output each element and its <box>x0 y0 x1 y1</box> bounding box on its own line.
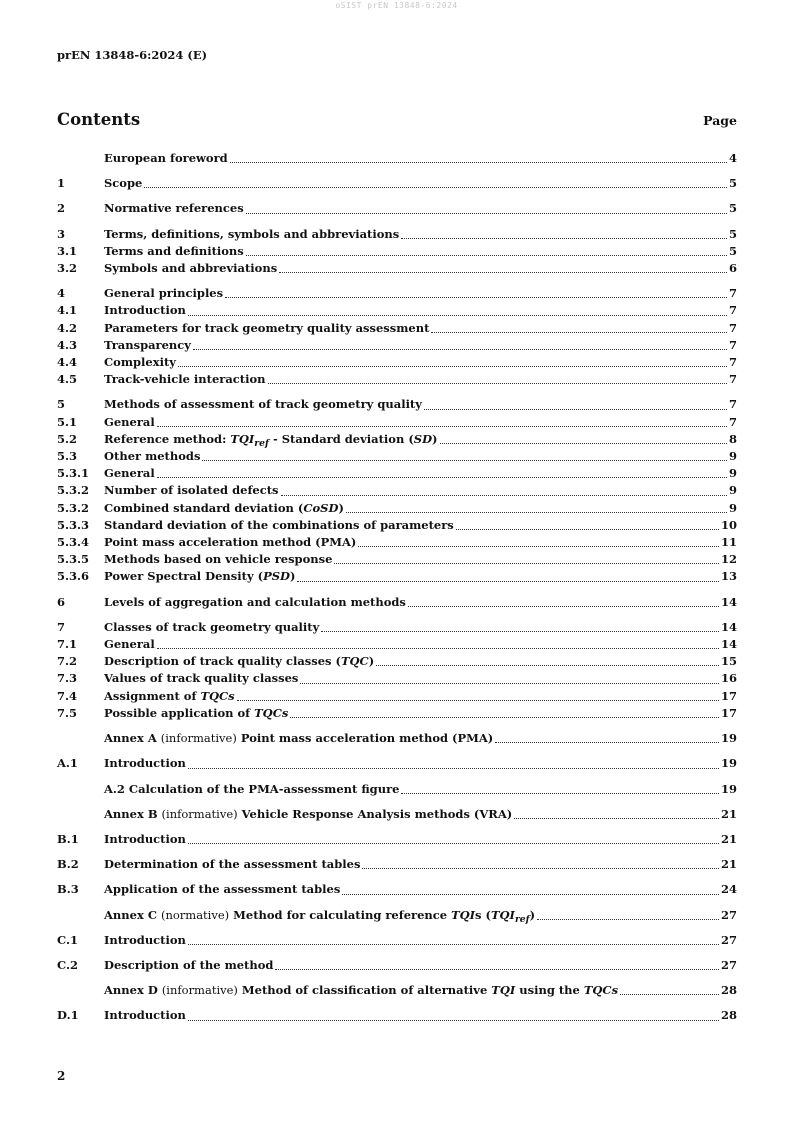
toc-entry-page: 9 <box>728 483 737 498</box>
toc-entry-title <box>104 414 155 431</box>
toc-entry-title <box>104 881 340 898</box>
toc-entry[interactable] <box>57 200 737 217</box>
toc-entry[interactable] <box>57 670 737 687</box>
toc-entry-title <box>104 302 186 319</box>
toc-entry[interactable] <box>57 856 737 873</box>
toc-entry-number: D.1 <box>57 1008 79 1023</box>
toc-entry-title-segment: Values of track quality classes <box>104 671 299 686</box>
toc-entry-page: 27 <box>720 907 737 922</box>
toc-dot-leader <box>279 271 727 273</box>
toc-entry-title-segment: SD <box>413 431 433 446</box>
toc-entry-title-segment: (normative) <box>160 907 230 922</box>
toc-title: Contents <box>57 110 141 129</box>
toc-entry-title-segment: Power Spectral Density ( <box>104 569 264 584</box>
toc-dot-leader <box>144 186 727 188</box>
toc-entry-page: 21 <box>720 806 737 821</box>
toc-entry-title <box>104 688 235 705</box>
toc-entry-title-segment: Introduction <box>104 831 186 846</box>
toc-entry-page: 7 <box>728 355 737 370</box>
toc-entry-title <box>104 465 155 482</box>
toc-entry[interactable] <box>57 431 737 448</box>
toc-entry-page: 27 <box>720 932 737 947</box>
toc-entry-number: 5.3 <box>57 449 78 464</box>
toc-entry-title <box>104 320 429 337</box>
toc-entry-page: 14 <box>720 594 737 609</box>
toc-entry-title <box>104 243 244 260</box>
toc-entry-title <box>104 594 406 611</box>
toc-entry-number: 4.4 <box>57 355 78 370</box>
toc-entry[interactable] <box>57 500 737 517</box>
toc-entry-title-segment: s ( <box>475 907 491 922</box>
toc-entry[interactable] <box>57 465 737 482</box>
toc-entry-number: 4.2 <box>57 320 78 335</box>
toc-entry-page: 15 <box>720 654 737 669</box>
toc-entry-title-segment: Annex C <box>104 907 161 922</box>
toc-entry-number: 7.4 <box>57 688 78 703</box>
toc-entry-number: 7.5 <box>57 705 78 720</box>
toc-entry-page: 19 <box>720 731 737 746</box>
toc-entry-title-segment: TQC <box>340 654 369 669</box>
toc-dot-leader <box>290 716 719 718</box>
toc-entry-title-segment: ref <box>514 913 530 925</box>
toc-entry-title <box>104 371 266 388</box>
toc-entry-title <box>104 285 223 302</box>
toc-entry-number: 5 <box>57 397 66 412</box>
toc-entry-title-segment: A.2 Calculation of the PMA-assessment figure <box>104 781 400 796</box>
toc-entry-number: 7.1 <box>57 637 78 652</box>
toc-entry-number: B.1 <box>57 831 79 846</box>
toc-entry-number: C.2 <box>57 957 78 972</box>
toc-entry-page: 7 <box>728 320 737 335</box>
toc-entry-page: 28 <box>720 1008 737 1023</box>
toc-entry-page: 17 <box>720 705 737 720</box>
toc-entry[interactable] <box>57 636 737 653</box>
toc-entry-title <box>104 500 344 517</box>
toc-entry-title <box>104 907 535 924</box>
toc-entry-title-segment: Track-vehicle interaction <box>104 372 266 387</box>
toc-entry-number: B.2 <box>57 857 79 872</box>
toc-entry-title-segment: - Standard deviation ( <box>268 431 414 446</box>
toc-entry[interactable] <box>57 907 737 924</box>
toc-entry-title <box>104 226 399 243</box>
watermark: oSIST prEN 13848-6:2024 <box>335 1 458 10</box>
toc-entry-number: 5.2 <box>57 431 78 446</box>
toc-entry-title-segment: PSD <box>263 569 291 584</box>
table-of-contents <box>57 150 737 1025</box>
toc-entry[interactable] <box>57 730 737 747</box>
toc-entry-page: 12 <box>720 552 737 567</box>
toc-entry-title <box>104 551 332 568</box>
toc-entry-title <box>104 150 228 167</box>
toc-dot-leader <box>321 630 719 632</box>
toc-entry-page: 7 <box>728 414 737 429</box>
toc-dot-leader <box>537 918 719 920</box>
toc-dot-leader <box>246 254 727 256</box>
toc-entry-number: 4.3 <box>57 337 78 352</box>
toc-entry-title-segment: Symbols and abbreviations <box>104 261 278 276</box>
toc-entry-page: 21 <box>720 857 737 872</box>
toc-entry[interactable] <box>57 957 737 974</box>
toc-entry-title-segment: General <box>104 414 155 429</box>
toc-entry-page: 5 <box>728 176 737 191</box>
toc-entry-title-segment: Scope <box>104 176 143 191</box>
toc-entry-page: 9 <box>728 449 737 464</box>
toc-dot-leader <box>456 528 719 530</box>
toc-dot-leader <box>193 348 727 350</box>
toc-entry[interactable] <box>57 226 737 243</box>
toc-entry[interactable] <box>57 302 737 319</box>
toc-entry-number: 5.3.6 <box>57 569 90 584</box>
toc-entry-page: 24 <box>720 882 737 897</box>
toc-entry-title-segment: Annex D <box>104 983 162 998</box>
toc-entry-title <box>104 982 618 999</box>
toc-dot-leader <box>275 968 719 970</box>
toc-entry-title-segment: Description of track quality classes ( <box>104 654 341 669</box>
toc-entry-number: 3.2 <box>57 261 78 276</box>
toc-entry[interactable] <box>57 932 737 949</box>
toc-entry-title <box>104 653 374 670</box>
toc-entry-title-segment: General <box>104 637 155 652</box>
toc-entry-page: 16 <box>720 671 737 686</box>
toc-entry-page: 7 <box>728 286 737 301</box>
toc-entry-title-segment: TQI <box>230 431 255 446</box>
toc-entry[interactable] <box>57 619 737 636</box>
toc-entry-page: 6 <box>728 261 737 276</box>
toc-entry-page: 19 <box>720 756 737 771</box>
toc-entry-title-segment: Normative references <box>104 201 244 216</box>
toc-entry-title-segment: ) <box>290 569 296 584</box>
toc-entry-title-segment: Levels of aggregation and calculation methods <box>104 594 406 609</box>
toc-entry-title-segment: Vehicle Response Analysis methods (VRA) <box>237 806 513 821</box>
toc-entry-title-segment: ref <box>254 437 269 449</box>
toc-entry-title-segment: (informative) <box>160 731 237 746</box>
toc-entry-number: 7 <box>57 619 66 634</box>
toc-entry-title-segment: Combined standard deviation ( <box>104 500 304 515</box>
toc-entry[interactable] <box>57 337 737 354</box>
toc-entry-title <box>104 260 277 277</box>
toc-entry-title-segment: General principles <box>104 286 224 301</box>
toc-entry[interactable] <box>57 175 737 192</box>
toc-dot-leader <box>157 647 719 649</box>
toc-heading <box>57 110 737 129</box>
toc-entry-title <box>104 957 273 974</box>
toc-entry-title-segment: Terms and definitions <box>104 243 244 258</box>
toc-entry[interactable] <box>57 653 737 670</box>
toc-entry-title-segment: General <box>104 466 155 481</box>
toc-entry-title <box>104 568 295 585</box>
toc-entry-page: 5 <box>728 243 737 258</box>
toc-dot-leader <box>401 792 719 794</box>
toc-entry[interactable] <box>57 881 737 898</box>
toc-dot-leader <box>424 408 727 410</box>
page-number: 2 <box>57 1069 66 1083</box>
toc-dot-leader <box>157 425 727 427</box>
toc-entry-page: 7 <box>728 303 737 318</box>
toc-entry-number: 7.3 <box>57 671 78 686</box>
toc-entry-title-segment: Complexity <box>104 355 176 370</box>
toc-entry-title-segment: Point mass acceleration method (PMA) <box>236 731 494 746</box>
toc-entry-number: 2 <box>57 201 66 216</box>
toc-dot-leader <box>188 314 727 316</box>
toc-entry-number: 3 <box>57 226 66 241</box>
toc-entry[interactable] <box>57 1007 737 1024</box>
toc-entry-page: 14 <box>720 619 737 634</box>
toc-entry-title <box>104 670 298 687</box>
toc-entry-page: 7 <box>728 397 737 412</box>
toc-dot-leader <box>237 699 719 701</box>
toc-entry-title-segment: Methods based on vehicle response <box>104 552 333 567</box>
toc-entry-title-segment: Point mass acceleration method (PMA) <box>104 535 357 550</box>
toc-entry-number: 5.3.2 <box>57 500 90 515</box>
toc-dot-leader <box>346 511 727 513</box>
toc-entry[interactable] <box>57 243 737 260</box>
toc-dot-leader <box>408 605 719 607</box>
toc-entry-title-segment: TQI <box>490 907 515 922</box>
toc-entry-title <box>104 482 279 499</box>
toc-entry-number: 5.3.1 <box>57 466 90 481</box>
toc-entry-title-segment: Methods of assessment of track geometry quality <box>104 397 422 412</box>
toc-entry-title <box>104 200 244 217</box>
toc-entry-title-segment: Introduction <box>104 756 186 771</box>
toc-entry-number: A.1 <box>57 756 78 771</box>
toc-entry-title <box>104 755 186 772</box>
toc-entry-title-segment: using the <box>515 983 584 998</box>
toc-entry-title <box>104 831 186 848</box>
toc-dot-leader <box>440 442 727 444</box>
toc-entry-title-segment: Introduction <box>104 1008 186 1023</box>
toc-entry-number: 3.1 <box>57 243 78 258</box>
toc-entry-title-segment: Classes of track geometry quality <box>104 619 320 634</box>
toc-entry-page: 7 <box>728 372 737 387</box>
toc-dot-leader <box>334 562 719 564</box>
toc-entry-number: 4.5 <box>57 372 78 387</box>
toc-entry-page: 14 <box>720 637 737 652</box>
toc-entry-page: 9 <box>728 466 737 481</box>
toc-entry[interactable] <box>57 705 737 722</box>
toc-entry-title <box>104 619 319 636</box>
toc-entry-title-segment: Parameters for track geometry quality assessment <box>104 320 430 335</box>
toc-entry-title <box>104 705 288 722</box>
toc-entry-title-segment: Method for calculating reference <box>229 907 452 922</box>
toc-entry-number: 5.3.4 <box>57 535 90 550</box>
toc-dot-leader <box>358 545 719 547</box>
toc-entry-title-segment: TQI <box>451 907 476 922</box>
toc-dot-leader <box>268 382 727 384</box>
toc-entry-title-segment: TQCs <box>200 688 235 703</box>
toc-entry-title-segment: Transparency <box>104 337 191 352</box>
toc-entry-title <box>104 534 356 551</box>
toc-entry-page: 13 <box>720 569 737 584</box>
toc-entry-title-segment: European foreword <box>104 151 228 165</box>
toc-entry-title-segment: Introduction <box>104 932 186 947</box>
toc-entry-number: 5.3.5 <box>57 552 90 567</box>
toc-entry[interactable] <box>57 414 737 431</box>
toc-dot-leader <box>157 476 727 478</box>
toc-entry-title-segment: TQCs <box>254 705 289 720</box>
toc-entry-number: 7.2 <box>57 654 78 669</box>
toc-dot-leader <box>230 161 727 163</box>
toc-dot-leader <box>281 494 727 496</box>
toc-entry-page: 21 <box>720 831 737 846</box>
toc-dot-leader <box>431 331 727 333</box>
toc-entry[interactable] <box>57 806 737 823</box>
toc-entry-title-segment: TQI <box>491 983 516 998</box>
toc-entry[interactable] <box>57 551 737 568</box>
toc-entry-title-segment: ) <box>529 907 536 922</box>
toc-entry-page: 28 <box>720 983 737 998</box>
toc-entry-title <box>104 781 399 798</box>
toc-entry-number: 5.3.2 <box>57 483 90 498</box>
toc-entry-page: 4 <box>728 151 737 165</box>
toc-entry[interactable] <box>57 285 737 302</box>
toc-entry[interactable] <box>57 594 737 611</box>
toc-entry[interactable] <box>57 517 737 534</box>
toc-entry-page: 10 <box>720 517 737 532</box>
toc-entry-title-segment: Method of classification of alternative <box>237 983 492 998</box>
toc-dot-leader <box>376 664 719 666</box>
toc-entry-number: 4 <box>57 286 66 301</box>
toc-entry-page: 19 <box>720 781 737 796</box>
toc-entry-title-segment: TQCs <box>583 983 619 998</box>
toc-entry-title-segment: ) <box>368 654 375 669</box>
toc-entry-title <box>104 806 512 823</box>
toc-entry[interactable] <box>57 755 737 772</box>
toc-entry-title <box>104 431 438 448</box>
toc-entry-page: 5 <box>728 201 737 216</box>
toc-entry-title-segment: Assignment of <box>104 688 201 703</box>
toc-entry-title-segment: Number of isolated defects <box>104 483 279 498</box>
toc-entry-title-segment: (informative) <box>161 983 238 998</box>
toc-dot-leader <box>188 842 719 844</box>
toc-entry-number: B.3 <box>57 882 79 897</box>
toc-entry-title-segment: Reference method: <box>104 431 231 446</box>
toc-entry-title-segment: Application of the assessment tables <box>104 882 341 897</box>
toc-entry-title-segment: Standard deviation of the combinations of parameters <box>104 517 454 532</box>
document-id: prEN 13848-6:2024 (E) <box>57 48 208 62</box>
toc-entry-title-segment: Possible application of <box>104 705 255 720</box>
toc-entry-page: 11 <box>720 535 737 550</box>
toc-entry[interactable] <box>57 781 737 798</box>
toc-dot-leader <box>297 580 719 582</box>
toc-entry[interactable] <box>57 448 737 465</box>
toc-entry-title-segment: Annex A <box>104 731 161 746</box>
toc-entry-number: 5.1 <box>57 414 78 429</box>
toc-dot-leader <box>202 459 727 461</box>
toc-entry-number: 5.3.3 <box>57 517 90 532</box>
toc-entry-title <box>104 636 155 653</box>
toc-entry[interactable] <box>57 260 737 277</box>
toc-entry-page: 27 <box>720 957 737 972</box>
toc-dot-leader <box>495 741 719 743</box>
toc-dot-leader <box>362 867 719 869</box>
toc-entry-page: 9 <box>728 500 737 515</box>
toc-dot-leader <box>620 993 719 995</box>
toc-dot-leader <box>188 1019 719 1021</box>
toc-page-label: Page <box>703 113 737 128</box>
toc-entry-number: 4.1 <box>57 303 78 318</box>
toc-dot-leader <box>178 365 727 367</box>
toc-dot-leader <box>342 893 719 895</box>
toc-entry-title <box>104 175 142 192</box>
toc-entry-title-segment: Terms, definitions, symbols and abbreviations <box>104 226 400 241</box>
toc-entry[interactable] <box>57 320 737 337</box>
toc-entry-title <box>104 1007 186 1024</box>
toc-entry[interactable] <box>57 688 737 705</box>
toc-entry[interactable] <box>57 354 737 371</box>
toc-dot-leader <box>188 767 719 769</box>
toc-entry-title <box>104 354 176 371</box>
toc-entry[interactable] <box>57 150 737 167</box>
toc-entry-number: 6 <box>57 594 66 609</box>
toc-entry[interactable] <box>57 396 737 413</box>
toc-entry[interactable] <box>57 534 737 551</box>
toc-entry[interactable] <box>57 371 737 388</box>
toc-entry-title-segment: Annex B <box>104 806 162 821</box>
toc-entry-title <box>104 337 191 354</box>
toc-entry-title <box>104 856 360 873</box>
toc-dot-leader <box>300 682 719 684</box>
toc-entry-title-segment: ) <box>338 500 344 515</box>
toc-entry-page: 7 <box>728 337 737 352</box>
toc-entry-page: 5 <box>728 226 737 241</box>
toc-entry[interactable] <box>57 982 737 999</box>
toc-dot-leader <box>246 212 727 214</box>
toc-entry-title <box>104 396 422 413</box>
toc-entry-page: 17 <box>720 688 737 703</box>
toc-entry-title-segment: Description of the method <box>104 957 274 972</box>
toc-entry[interactable] <box>57 482 737 499</box>
toc-entry-title-segment: CoSD <box>303 500 339 515</box>
toc-entry-title <box>104 730 493 747</box>
toc-entry-title <box>104 517 454 534</box>
toc-entry[interactable] <box>57 568 737 585</box>
toc-dot-leader <box>225 296 727 298</box>
toc-entry-number: 1 <box>57 176 66 191</box>
toc-dot-leader <box>514 817 719 819</box>
toc-entry-title-segment: ) <box>432 431 438 446</box>
toc-dot-leader <box>188 943 719 945</box>
toc-entry-title <box>104 448 200 465</box>
toc-entry-title-segment: Other methods <box>104 449 201 464</box>
toc-entry-title <box>104 932 186 949</box>
toc-entry-title-segment: (informative) <box>161 806 238 821</box>
toc-dot-leader <box>401 237 727 239</box>
toc-entry-number: C.1 <box>57 932 78 947</box>
toc-entry-title-segment: Introduction <box>104 303 186 318</box>
toc-entry-title-segment: Determination of the assessment tables <box>104 857 361 872</box>
toc-entry-page: 8 <box>728 431 737 446</box>
toc-entry[interactable] <box>57 831 737 848</box>
